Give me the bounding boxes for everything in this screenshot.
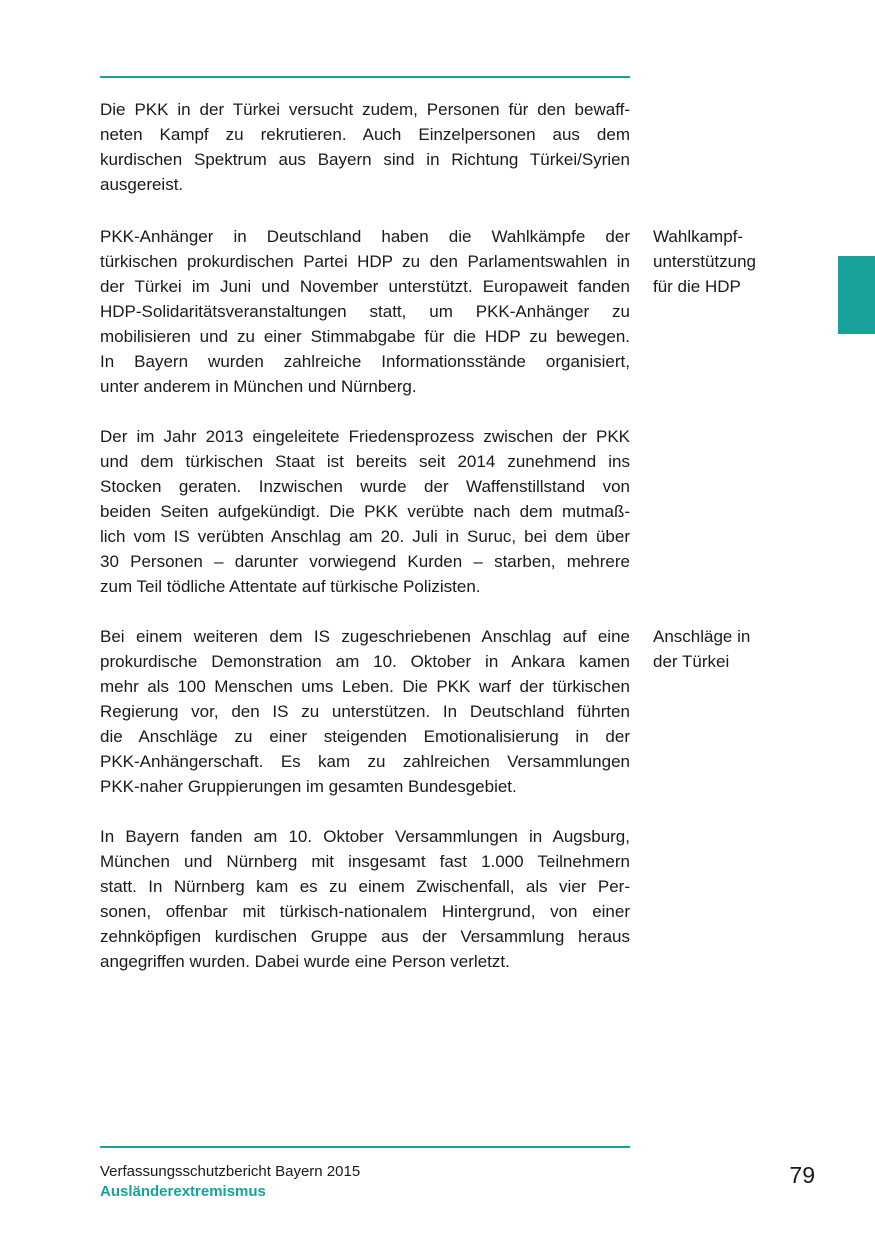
text-line: mehr als 100 Menschen ums Leben. Die PKK warf der türkischen bbox=[100, 677, 630, 696]
text-line: PKK-Anhängerschaft. Es kam zu zahlreichen Versammlungen bbox=[100, 752, 630, 771]
text-line: statt. In Nürnberg kam es zu einem Zwischenfall, als vier Per- bbox=[100, 877, 630, 896]
text-line: PKK-Anhänger in Deutschland haben die Wahlkämpfe der bbox=[100, 227, 630, 246]
text-line: mobilisieren und zu einer Stimmabgabe für die HDP zu bewegen. bbox=[100, 327, 630, 346]
footer-section-name: Ausländerextremismus bbox=[100, 1183, 266, 1200]
margin-note-hdp-campaign bbox=[653, 224, 833, 299]
margin-note-line: Wahlkampf- bbox=[653, 227, 744, 246]
text-line: zum Teil tödliche Attentate auf türkische Polizisten. bbox=[100, 577, 481, 596]
text-line: lich vom IS verübten Anschlag am 20. Juli in Suruc, bei dem über bbox=[100, 527, 630, 546]
text-line: prokurdische Demonstration am 10. Oktober in Ankara kamen bbox=[100, 652, 630, 671]
chapter-side-tab bbox=[838, 256, 875, 334]
text-line: sonen, offenbar mit türkisch-nationalem Hintergrund, von einer bbox=[100, 902, 630, 921]
top-divider bbox=[100, 76, 630, 78]
text-line: zehnköpfigen kurdischen Gruppe aus der Versammlung heraus bbox=[100, 927, 630, 946]
text-line: München und Nürnberg mit insgesamt fast 1.000 Teilnehmern bbox=[100, 852, 630, 871]
margin-note-line: der Türkei bbox=[653, 652, 730, 671]
text-line: der Türkei im Juni und November unterstützt. Europaweit fanden bbox=[100, 277, 630, 296]
text-line: In Bayern wurden zahlreiche Informationsstände organisiert, bbox=[100, 352, 630, 371]
text-line: die Anschläge zu einer steigenden Emotionalisierung in der bbox=[100, 727, 630, 746]
text-line: In Bayern fanden am 10. Oktober Versammlungen in Augsburg, bbox=[100, 827, 630, 846]
text-line: 30 Personen – darunter vorwiegend Kurden – starben, mehrere bbox=[100, 552, 630, 571]
text-line: Stocken geraten. Inzwischen wurde der Waffenstillstand von bbox=[100, 477, 630, 496]
margin-note-line: unterstützung bbox=[653, 252, 757, 271]
paragraph-pkk-recruitment bbox=[100, 97, 630, 197]
text-line: beiden Seiten aufgekündigt. Die PKK verübte nach dem mutmaß- bbox=[100, 502, 630, 521]
text-line: kurdischen Spektrum aus Bayern sind in Richtung Türkei/Syrien bbox=[100, 150, 630, 169]
text-line: und dem türkischen Staat ist bereits seit 2014 zunehmend ins bbox=[100, 452, 630, 471]
text-line: Regierung vor, den IS zu unterstützen. In Deutschland führten bbox=[100, 702, 630, 721]
text-line: Der im Jahr 2013 eingeleitete Friedensprozess zwischen der PKK bbox=[100, 427, 630, 446]
page-number: 79 bbox=[789, 1162, 815, 1188]
footer-report-title: Verfassungsschutzbericht Bayern 2015 bbox=[100, 1163, 361, 1180]
text-line: unter anderem in München und Nürnberg. bbox=[100, 377, 417, 396]
text-line: angegriffen wurden. Dabei wurde eine Person verletzt. bbox=[100, 952, 510, 971]
text-line: PKK-naher Gruppierungen im gesamten Bundesgebiet. bbox=[100, 777, 517, 796]
text-line: türkischen prokurdischen Partei HDP zu den Parlamentswahlen in bbox=[100, 252, 630, 271]
margin-note-line: Anschläge in bbox=[653, 627, 751, 646]
paragraph-ankara-attack bbox=[100, 624, 630, 799]
paragraph-bavaria-assemblies bbox=[100, 824, 630, 974]
margin-note-attacks-turkey bbox=[653, 624, 833, 674]
text-line: ausgereist. bbox=[100, 175, 184, 194]
text-line: Bei einem weiteren dem IS zugeschriebenen Anschlag auf eine bbox=[100, 627, 630, 646]
margin-note-line: für die HDP bbox=[653, 277, 741, 296]
footer-divider bbox=[100, 1146, 630, 1148]
paragraph-hdp-campaign bbox=[100, 224, 630, 399]
text-line: Die PKK in der Türkei versucht zudem, Personen für den bewaff- bbox=[100, 100, 630, 119]
text-line: HDP-Solidaritätsveranstaltungen statt, um PKK-Anhänger zu bbox=[100, 302, 630, 321]
paragraph-peace-process bbox=[100, 424, 630, 599]
text-line: neten Kampf zu rekrutieren. Auch Einzelpersonen aus dem bbox=[100, 125, 630, 144]
